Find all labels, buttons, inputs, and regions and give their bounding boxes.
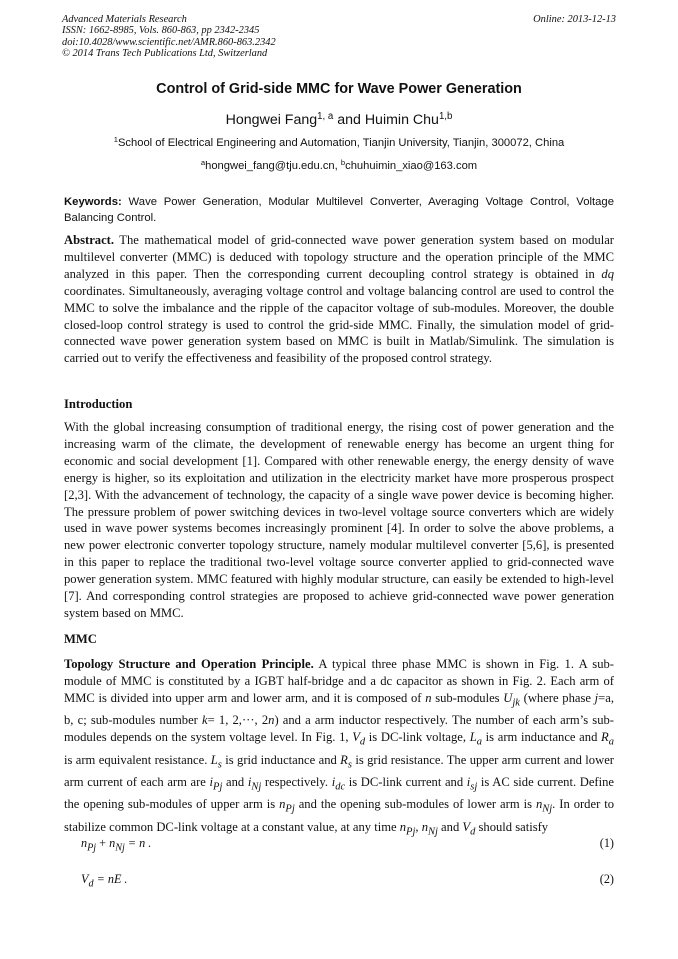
introduction-paragraph: With the global increasing consumption of traditional energy, the rising cost of power generation and the increasing warm of the climate, the development of renewable energy has become an urgent thing for economic and social development [1]. Compared with other renewable energy, the energy density of wave energy is higher, so its exploitation and utilization in the electricity market have more prosperous prospect [2,3]. With the advancement of technology, the capacity of a single wave power device is becoming higher. The pressure problem of power switching devices in two-level voltage source converters which are widely used in wave power systems becomes increasingly prominent [4]. In order to solve the above problems, a new power electronic converter topology structure, namely modular multilevel converter [5,6], is presented in this paper to replace the traditional two-level voltage source converter applied to grid-connected wave power generation system. MMC featured with highly modular structure, can easily be extended to high-level [7]. And corresponding control strategies are proposed to achieve grid-connected wave power generation system based on MMC.: [64, 420, 614, 620]
math-sub: s: [217, 759, 222, 771]
math-var: n: [268, 713, 275, 728]
math-var: i: [247, 774, 252, 789]
mmc-text: is AC side current. Define the opening sub-modules of upper arm is: [64, 774, 615, 812]
math-var: L: [469, 730, 477, 745]
author-2-affil: 1,b: [438, 111, 453, 123]
eq-rhs: = n .: [124, 836, 152, 850]
equation-number: (1): [599, 836, 614, 850]
eq-sub: Nj: [115, 842, 125, 854]
abstract-label: Abstract.: [64, 233, 115, 247]
subsection-heading: Topology Structure and Operation Principle.: [64, 657, 314, 671]
math-sub: d: [359, 736, 366, 748]
mmc-text: and: [222, 774, 248, 789]
math-var: U: [503, 690, 513, 705]
copyright-line: © 2014 Trans Tech Publications Ltd, Switzerland: [62, 48, 268, 60]
math-sub: d: [470, 826, 476, 838]
math-sub: Nj: [542, 803, 553, 815]
affiliation: [62, 137, 616, 149]
math-var: V: [352, 730, 360, 745]
mmc-text: is arm equivalent resistance.: [64, 752, 211, 767]
math-sub: jk: [512, 697, 520, 709]
journal-header: [62, 14, 616, 60]
eq-sub: Pj: [87, 842, 97, 854]
keywords-text: Wave Power Generation, Modular Multilevel Converter, Averaging Voltage Control, Voltage Balancing Control.: [64, 196, 614, 224]
section-heading-introduction: Introduction: [64, 397, 133, 411]
equation-2: [81, 872, 614, 889]
math-sub: dc: [335, 781, 346, 793]
mmc-text: = 1, 2,···, 2: [207, 713, 269, 728]
mmc-paragraph: [64, 656, 614, 841]
math-var: R: [340, 752, 348, 767]
email-line: [62, 160, 616, 172]
author-1-affil: 1, a: [317, 111, 334, 123]
math-sub: sj: [470, 781, 478, 793]
mmc-text: sub-modules: [431, 690, 504, 705]
doi-line: doi:10.4028/www.scientific.net/AMR.860-863.2342: [62, 36, 276, 48]
eq-var: V: [81, 872, 89, 886]
mmc-text: is DC-link voltage,: [365, 730, 470, 745]
mmc-text: ) and a arm inductor respectively. The number of each arm’s sub-modules depends on the system voltage level. In Fig. 1,: [64, 713, 614, 745]
affiliation-text: School of Electrical Engineering and Automation, Tianjin University, Tianjin, 300072, China: [117, 137, 565, 149]
abstract-dq: dq: [601, 266, 614, 281]
eq-rhs: = nE .: [93, 872, 128, 886]
section-heading-mmc: MMC: [64, 632, 97, 646]
mmc-text: should satisfy: [475, 819, 549, 834]
author-line: [62, 112, 616, 128]
math-sub: Nj: [251, 781, 262, 793]
math-var: n: [421, 819, 428, 834]
mmc-text: ,: [415, 819, 422, 834]
math-sub: Pj: [285, 803, 295, 815]
author-2: Huimin Chu: [364, 112, 439, 128]
mmc-text: (where phase: [519, 690, 595, 705]
math-var: k: [202, 713, 208, 728]
math-var: j: [594, 690, 599, 705]
mmc-text: is DC-link current and: [345, 774, 467, 789]
email-a[interactable]: hongwei_fang@tju.edu.cn,: [205, 160, 341, 172]
math-sub: a: [476, 736, 482, 748]
eq-var: n: [81, 836, 88, 850]
mmc-text: . In order to stabilize common DC-link voltage at a constant value, at any time: [64, 797, 615, 834]
paper-title: Control of Grid-side MMC for Wave Power Generation: [156, 81, 522, 97]
math-var: V: [462, 819, 471, 834]
journal-name: Advanced Materials Research: [62, 14, 187, 25]
math-sub: s: [347, 759, 352, 771]
mmc-text: is arm inductance and: [481, 730, 602, 745]
email-a-mark: a: [200, 158, 206, 168]
online-date: Online: 2013-12-13: [533, 14, 616, 25]
equation-1: [81, 836, 614, 853]
math-var: i: [466, 774, 471, 789]
math-var: i: [209, 774, 214, 789]
abstract-text: coordinates. Simultaneously, averaging voltage control and voltage balancing control are used to control the MMC to solve the imbalance and the ripple of the capacitor voltage of sub-modules. Moreover, the double closed-loop control strategy is used to control the grid-side MMC. Finally, the simulation model of grid-connected wave power generation system based on MMC is built in Matlab/Simulink. The simulation is carried out to verify the effectiveness and feasibility of the proposed control strategy.: [64, 283, 614, 366]
mmc-text: is grid inductance and: [221, 752, 341, 767]
mmc-text: A typical three phase MMC is shown in Fig. 1. A sub-module of MMC is constituted by a IGBT half-bridge and a dc capacitor as shown in Fig. 2. Each arm of MMC is divided into upper arm and lower arm, and it is composed of: [64, 657, 614, 705]
mmc-text: =a, b, c; sub-modules number: [64, 690, 614, 728]
math-var: i: [331, 774, 336, 789]
math-sub: Pj: [213, 781, 223, 793]
math-var: n: [279, 797, 286, 812]
email-b[interactable]: chuhuimin_xiao@163.com: [345, 160, 478, 172]
keywords: [64, 195, 614, 226]
math-var: n: [425, 690, 432, 705]
email-b-mark: b: [340, 158, 346, 168]
issn-line: ISSN: 1662-8985, Vols. 860-863, pp 2342-2345: [62, 25, 260, 37]
mmc-text: and the opening sub-modules of lower arm is: [294, 797, 536, 812]
math-sub: Pj: [406, 826, 416, 838]
math-var: n: [399, 819, 407, 834]
eq-sub: d: [88, 878, 94, 890]
mmc-text: and: [437, 819, 463, 834]
equation-number: (2): [599, 872, 614, 886]
mmc-text: respectively.: [261, 774, 332, 789]
abstract: [64, 232, 614, 367]
math-var: R: [601, 730, 609, 745]
mmc-text: is grid resistance. The upper arm current and lower arm current of each arm are: [64, 752, 614, 789]
math-var: L: [210, 752, 218, 767]
eq-operator: +: [96, 836, 110, 850]
abstract-text: The mathematical model of grid-connected wave power generation system based on modular multilevel converter (MMC) is deduced with topology structure and the operation principle of the MMC analyzed in this paper. Then the corresponding current decoupling control strategy is obtained in: [64, 233, 614, 281]
math-sub: a: [608, 736, 614, 748]
math-var: n: [535, 797, 543, 812]
author-1: Hongwei Fang: [225, 112, 318, 128]
eq-var: n: [109, 836, 116, 850]
affiliation-mark: 1: [113, 135, 118, 145]
keywords-label: Keywords:: [64, 196, 122, 208]
author-and: and: [333, 112, 365, 128]
math-sub: Nj: [427, 826, 438, 838]
